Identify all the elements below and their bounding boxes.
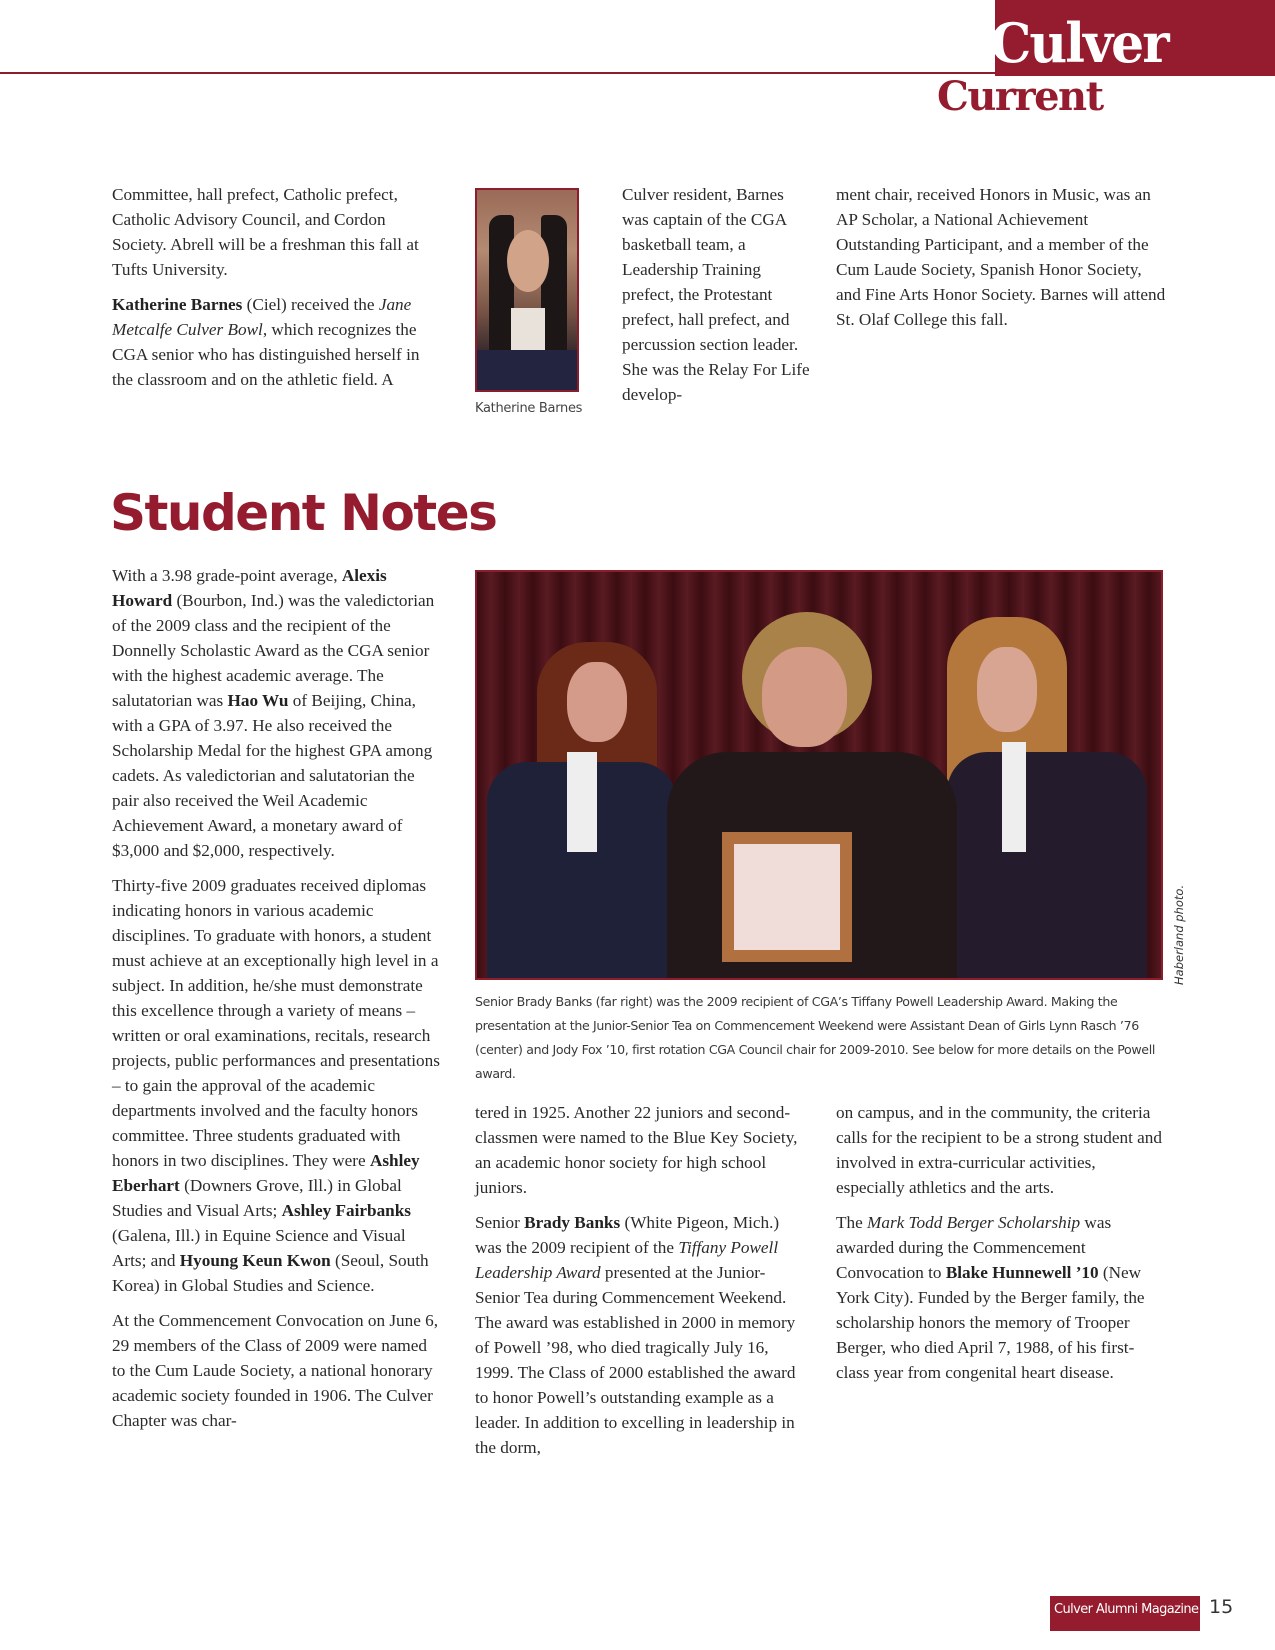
person-name: Blake Hunnewell ’10 [945, 1263, 1099, 1282]
masthead-title: Culver [990, 11, 1168, 76]
person-name: Hyoung Keun Kwon [179, 1251, 331, 1270]
article-column-top-right [836, 182, 1166, 342]
paragraph: Culver resident, Barnes was captain of the CGA basketball team, a Leadership Training prefect, the Protestant prefect, hall prefect, and percussion section leader. She was the Relay For Life develop- [622, 185, 810, 404]
article-column-middle [475, 1100, 805, 1470]
portrait-photo [475, 188, 579, 392]
person-name: Katherine Barnes [112, 295, 243, 314]
section-title: Student Notes [110, 484, 497, 542]
article-column-top-middle [622, 182, 812, 417]
page-number: 15 [1209, 1596, 1234, 1618]
paragraph: At the Commencement Convocation on June 6, 29 members of the Class of 2009 were named to the Cum Laude Society, a national honorary academic society founded in 1906. The Culver Chapter was char- [112, 1311, 439, 1430]
person-name: Ashley Fairbanks [281, 1201, 411, 1220]
paragraph: tered in 1925. Another 22 juniors and second-classmen were named to the Blue Key Society, an academic honor society for high school juniors. [475, 1103, 798, 1197]
award-photo [475, 570, 1163, 980]
person-name: Brady Banks [524, 1213, 621, 1232]
masthead-subtitle: Current [937, 73, 1103, 120]
award-name: Mark Todd Berger Scholarship [867, 1213, 1081, 1232]
portrait-caption: Katherine Barnes [475, 401, 583, 416]
paragraph: on campus, and in the community, the criteria calls for the recipient to be a strong student and involved in extra-curricular activities, especially athletics and the arts. [836, 1103, 1162, 1197]
header-rule [0, 72, 1000, 74]
paragraph: Senior Brady Banks (White Pigeon, Mich.) was the 2009 recipient of the Tiffany Powell Leadership Award presented at the Junior-Senior Tea during Commencement Weekend. The award was established in 2000 in memory of Powell ’98, who died tragically July 16, 1999. The Class of 2000 established the award to honor Powell’s outstanding example as a leader. In addition to excelling in leadership in the dorm, [475, 1213, 796, 1457]
person-name: Ashley Eberhart [112, 1151, 420, 1195]
award-name: Tiffany Powell Leadership Award [475, 1238, 779, 1282]
article-column-top-left [112, 182, 442, 402]
paragraph: Committee, hall prefect, Catholic prefect, Catholic Advisory Council, and Cordon Society. Abrell will be a freshman this fall at Tufts University. [112, 185, 419, 279]
paragraph: ment chair, received Honors in Music, was an AP Scholar, a National Achievement Outstanding Participant, and a member of the Cum Laude Society, Spanish Honor Society, and Fine Arts Honor Society. Barnes will attend St. Olaf College this fall. [836, 185, 1166, 329]
paragraph: Katherine Barnes (Ciel) received the Jane Metcalfe Culver Bowl, which recognizes the CGA senior who has distinguished herself in the classroom and on the athletic field. A [112, 295, 420, 389]
photo-credit: Haberland photo. [1172, 884, 1186, 985]
photo-caption: Senior Brady Banks (far right) was the 2009 recipient of CGA’s Tiffany Powell Leadership Award. Making the presentation at the Junior-Senior Tea on Commencement Weekend were Assistant Dean of Girls Lynn Rasch ’76 (center) and Jody Fox ’10, first rotation CGA Council chair for 2009-2010. See below for more details on the Powell award. [475, 994, 1156, 1081]
paragraph: Thirty-five 2009 graduates received diplomas indicating honors in various academic disciplines. To graduate with honors, a student must achieve at an exceptionally high level in a subject. In addition, he/she must demonstrate this excellence through a variety of means – written or oral examinations, recitals, research projects, public performances and presentations – to gain the approval of the academic departments involved and the faculty honors committee. Three students graduated with honors in two disciplines. They were Ashley Eberhart (Downers Grove, Ill.) in Global Studies and Visual Arts; Ashley Fairbanks (Galena, Ill.) in Equine Science and Visual Arts; and Hyoung Keun Kwon (Seoul, South Korea) in Global Studies and Science. [112, 876, 440, 1295]
paragraph: The Mark Todd Berger Scholarship was awarded during the Commencement Convocation to Blake Hunnewell ’10 (New York City). Funded by the Berger family, the scholarship honors the memory of Trooper Berger, who died April 7, 1988, of his first-class year from congenital heart disease. [836, 1213, 1145, 1382]
award-name: Jane Metcalfe Culver Bowl [112, 295, 412, 339]
paragraph: With a 3.98 grade-point average, Alexis Howard (Bourbon, Ind.) was the valedictorian of the 2009 class and the recipient of the Donnelly Scholastic Award as the CGA senior with the highest academic average. The salutatorian was Hao Wu of Beijing, China, with a GPA of 3.97. He also received the Scholarship Medal for the highest GPA among cadets. As valedictorian and salutatorian the pair also received the Weil Academic Achievement Award, a monetary award of $3,000 and $2,000, respectively. [112, 566, 435, 860]
person-name: Hao Wu [227, 691, 289, 710]
person-name: Alexis Howard [112, 566, 387, 610]
magazine-name: Culver Alumni Magazine [1054, 1602, 1199, 1617]
article-column-right [836, 1100, 1166, 1395]
article-column-left [112, 563, 442, 1443]
